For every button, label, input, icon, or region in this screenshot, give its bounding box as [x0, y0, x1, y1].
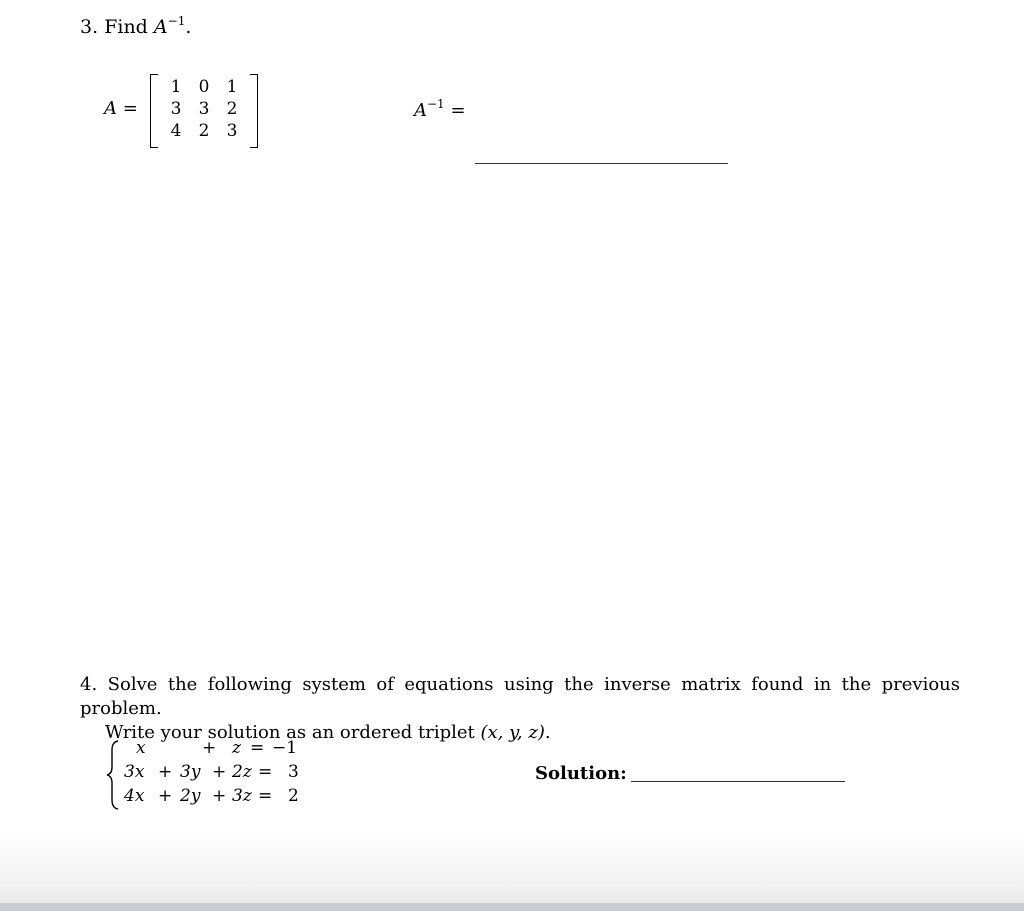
matrix-cell: 3: [226, 121, 238, 141]
q4-line1: [80, 673, 960, 721]
eq-op: +: [202, 738, 217, 758]
q3-inverse-exp: −1: [167, 14, 186, 28]
q3-number: 3.: [80, 16, 99, 38]
eq-term-y: 3y: [180, 762, 201, 782]
eq-rhs: −1: [272, 738, 298, 758]
eq-term-x: 3x: [124, 762, 145, 782]
eq-term-z: z: [232, 738, 241, 758]
eq-op: +: [158, 762, 173, 782]
matrix-cell: 2: [226, 99, 238, 119]
eq-equals: =: [258, 762, 273, 782]
eq-term-x: x: [136, 738, 146, 758]
matrix-a-equals: =: [122, 98, 138, 119]
q3-find-label: Find: [104, 16, 148, 38]
eq-rhs: 2: [288, 786, 299, 806]
q4-triplet: (x, y, z): [480, 722, 545, 743]
eq-term-z: 2z: [232, 762, 252, 782]
left-brace: [106, 740, 120, 810]
inverse-label: [414, 97, 466, 121]
q3-matrix-name: A: [153, 16, 168, 38]
eq-op: +: [158, 786, 173, 806]
solution-answer-line[interactable]: [631, 781, 845, 782]
eq-rhs: 3: [288, 762, 299, 782]
equation-row: [124, 786, 324, 810]
matrix-cell: 1: [226, 77, 238, 97]
q3-heading: [80, 16, 191, 38]
matrix-cell: 3: [170, 99, 182, 119]
window-bottom-shade: [0, 835, 1024, 911]
matrix-right-bracket: [250, 74, 258, 148]
inverse-exp: −1: [427, 97, 445, 111]
equation-system: [124, 738, 324, 810]
eq-equals: =: [258, 786, 273, 806]
matrix-grid: [162, 76, 246, 142]
matrix-cell: 1: [170, 77, 182, 97]
q4-text-line2-start: Write your solution as an ordered triplet: [105, 722, 481, 743]
eq-term-z: 3z: [232, 786, 252, 806]
eq-op: +: [212, 786, 227, 806]
matrix-cell: 0: [198, 77, 210, 97]
eq-op: +: [212, 762, 227, 782]
matrix-a-label: [104, 98, 138, 119]
matrix-cell: 3: [198, 99, 210, 119]
window-bottom-bar: [0, 903, 1024, 911]
eq-term-x: 4x: [124, 786, 145, 806]
q3-period: .: [185, 16, 192, 38]
inverse-answer-line[interactable]: [475, 163, 728, 164]
eq-equals: =: [250, 738, 265, 758]
q4-prompt: [80, 673, 960, 745]
eq-term-y: 2y: [180, 786, 201, 806]
q4-number: 4.: [80, 674, 98, 695]
matrix-a: [150, 74, 258, 146]
q4-text-line1: Solve the following system of equations using the inverse matrix found in the previous problem.: [80, 674, 960, 719]
matrix-cell: 2: [198, 121, 210, 141]
matrix-left-bracket: [150, 74, 158, 148]
inverse-name: A: [414, 100, 427, 121]
matrix-cell: 4: [170, 121, 182, 141]
equation-row: [124, 738, 324, 762]
solution-label: Solution:: [535, 763, 627, 784]
equation-row: [124, 762, 324, 786]
q4-text-line2-end: .: [544, 722, 551, 743]
inverse-equals: =: [450, 100, 466, 121]
matrix-a-name: A: [104, 98, 117, 119]
